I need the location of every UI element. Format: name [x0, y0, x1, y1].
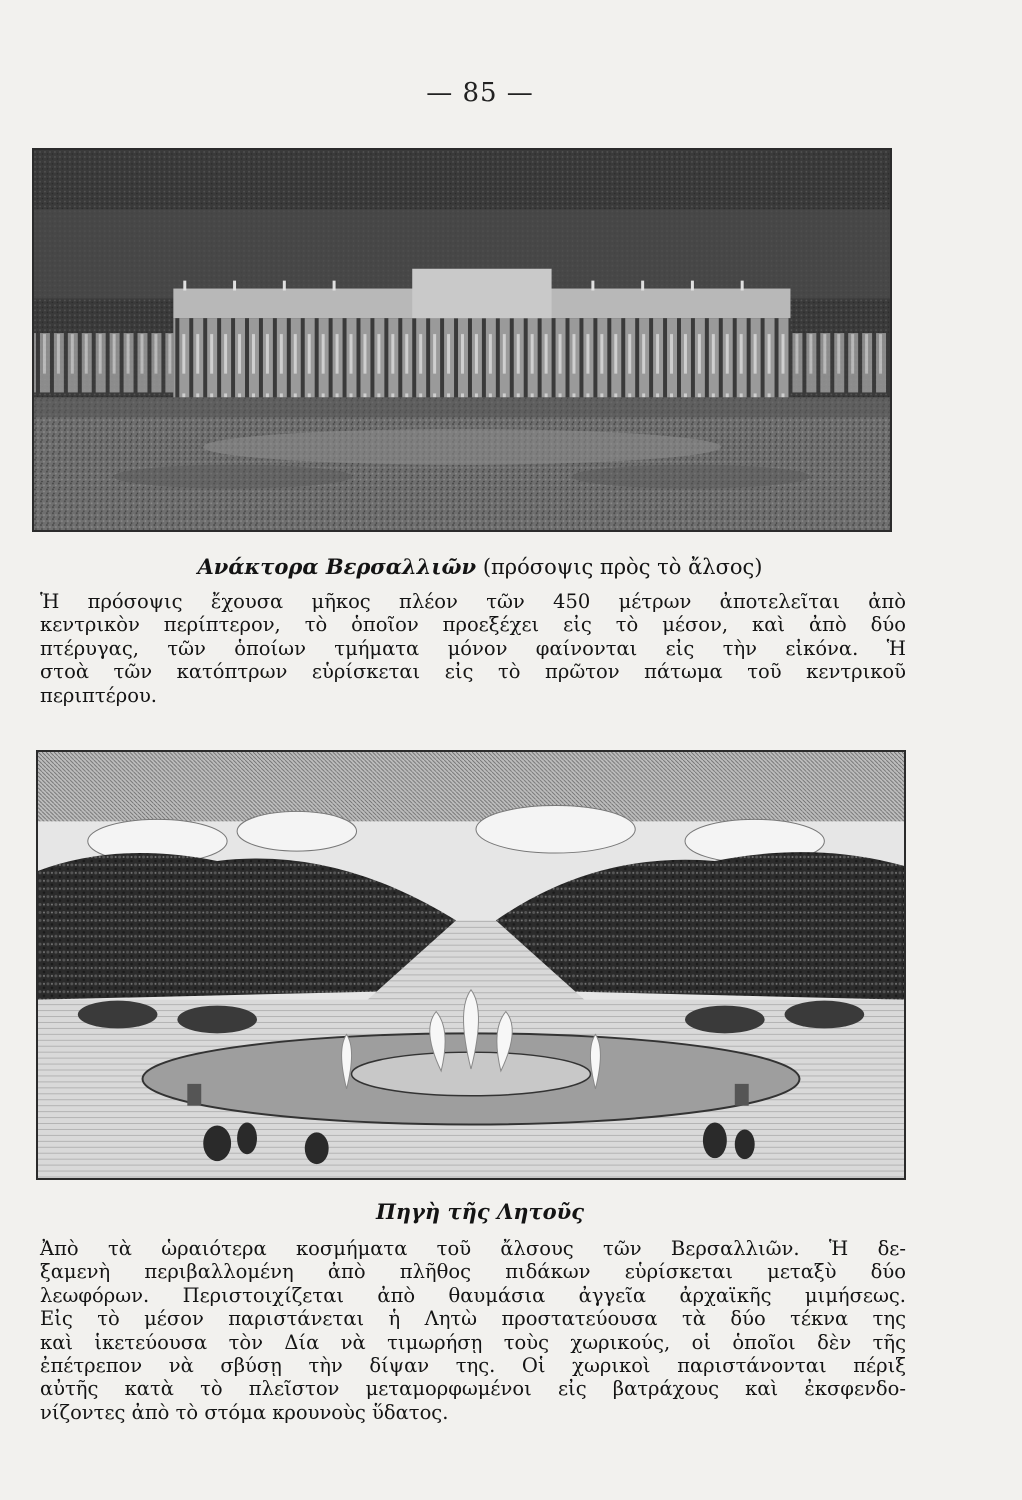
text-line: Ἡ πρόσοψις ἔχουσα μῆκος πλέον τῶν 450 μέτρων ἀποτελεῖται ἀπὸ — [40, 590, 906, 613]
page-number: — 85 — — [426, 78, 534, 108]
text-line: νίζοντες ἀπὸ τὸ στόμα κρουνοὺς ὕδατος. — [40, 1400, 449, 1424]
text-line: αὐτῆς κατὰ τὸ πλεῖστον μεταμορφωμένοι εἰς βατράχους καὶ ἐκσφενδο- — [40, 1377, 906, 1401]
text-line: ἐπέτρεπον νὰ σβύσῃ τὴν δίψαν της. Οἱ χωρικοὶ παριστάνονται πέριξ — [40, 1354, 906, 1378]
text-line: περιπτέρου. — [40, 683, 157, 707]
fountain-description — [40, 1237, 906, 1424]
text-line: Εἰς τὸ μέσον παριστάνεται ἡ Λητὼ προστατεύουσα τὰ δύο τέκνα της — [40, 1307, 906, 1331]
palace-caption — [0, 554, 960, 579]
text-line: ξαμενὴ περιβαλλομένη ἀπὸ πλῆθος πιδάκων εὑρίσκεται μεταξὺ δύο — [40, 1260, 906, 1284]
palace-caption-note: (πρόσοψις πρὸς τὸ ἄλσος) — [482, 555, 763, 579]
palace-description — [40, 590, 906, 707]
text-line: στοὰ τῶν κατόπτρων εὑρίσκεται εἰς τὸ πρῶτον πάτωμα τοῦ κεντρικοῦ — [40, 660, 906, 684]
text-line: κεντρικὸν περίπτερον, τὸ ὁποῖον προεξέχει εἰς τὸ μέσον, καὶ ἀπὸ δύο — [40, 613, 906, 637]
text-line: Ἀπὸ τὰ ὡραιότερα κοσμήματα τοῦ ἄλσους τῶν Βερσαλλιῶν. Ἡ δε- — [40, 1237, 906, 1260]
fountain-photo-graphic — [38, 752, 904, 1178]
palace-photo — [32, 148, 892, 532]
fountain-caption — [0, 1199, 960, 1224]
text-line: πτέρυγας, τῶν ὁποίων τμήματα μόνον φαίνονται εἰς τὴν εἰκόνα. Ἡ — [40, 636, 906, 660]
palace-caption-title: Ανάκτορα Βερσαλλιῶν — [197, 554, 477, 579]
fountain-garden-photo — [36, 750, 906, 1180]
palace-photo-graphic — [34, 150, 890, 530]
fountain-caption-title: Πηγὴ τῆς Λητοῦς — [375, 1199, 585, 1224]
text-line: λεωφόρων. Περιστοιχίζεται ἀπὸ θαυμάσια ἀγγεῖα ἀρχαϊκῆς μιμήσεως. — [40, 1283, 906, 1307]
text-line: καὶ ἱκετεύουσα τὸν Δία νὰ τιμωρήσῃ τοὺς χωρικούς, οἱ ὁποῖοι δὲν τῆς — [40, 1330, 906, 1354]
